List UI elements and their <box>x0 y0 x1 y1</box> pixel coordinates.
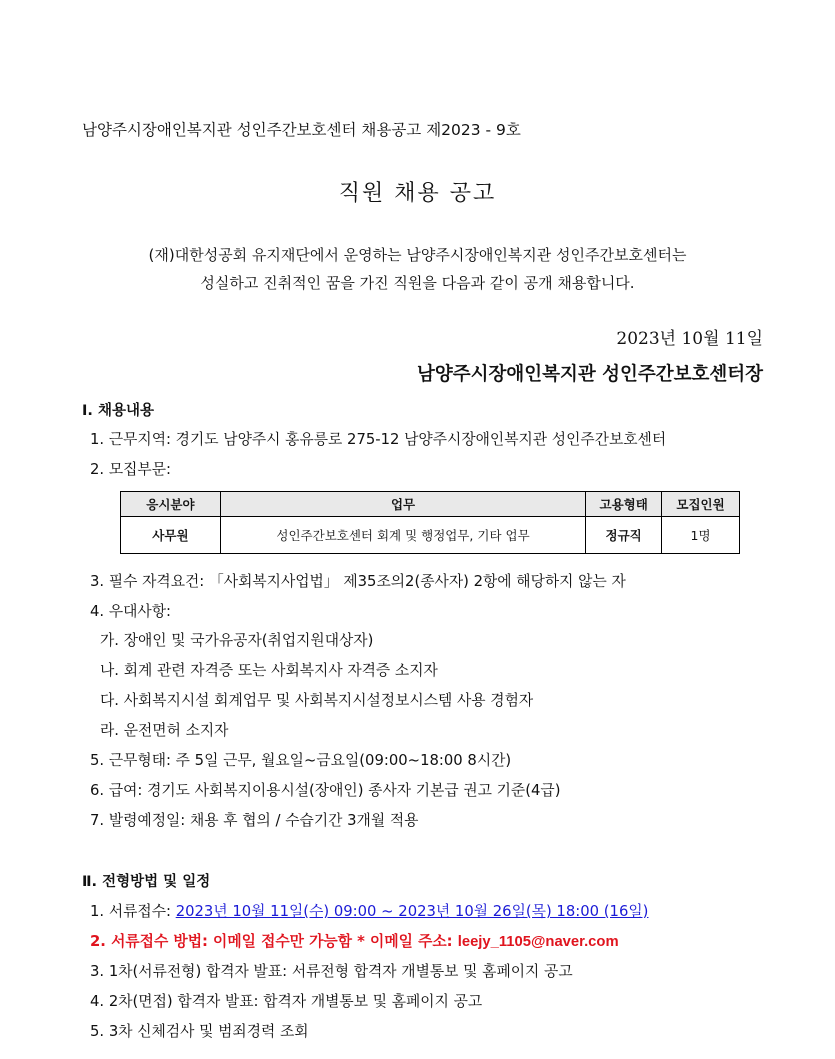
application-method-item <box>90 930 619 951</box>
recruitment-table <box>120 491 740 554</box>
work-schedule-item: 5. 근무형태: 주 5일 근무, 월요일~금요일(09:00~18:00 8시간) <box>90 752 512 769</box>
preference-b: 나. 회계 관련 자격증 또는 사회복지사 자격증 소지자 <box>100 662 438 679</box>
application-method-label: 2. 서류접수 방법: 이메일 접수만 가능함 * 이메일 주소: <box>90 933 458 950</box>
header-headcount: 모집인원 <box>662 492 740 517</box>
notice-date: 2023년 10월 11일 <box>616 329 763 349</box>
header-field: 응시분야 <box>121 492 221 517</box>
table-header-row <box>121 492 740 517</box>
preference-c: 다. 사회복지시설 회계업무 및 사회복지시설정보시스템 사용 경험자 <box>100 692 534 709</box>
recruitment-field-item: 2. 모집부문: <box>90 461 171 478</box>
table-row <box>121 517 740 554</box>
second-round-result-item: 4. 2차(면접) 합격자 발표: 합격자 개별통보 및 홈페이지 공고 <box>90 993 483 1010</box>
page-title: 직원 채용 공고 <box>338 181 497 206</box>
first-round-result-item: 3. 1차(서류전형) 합격자 발표: 서류전형 합격자 개별통보 및 홈페이지 공고 <box>90 963 573 980</box>
required-qualification-item: 3. 필수 자격요건: 「사회복지사업법」 제35조의2(종사자) 2항에 해당하지 않는 자 <box>90 573 626 590</box>
preference-a: 가. 장애인 및 국가유공자(취업지원대상자) <box>100 632 374 649</box>
cell-employment-type: 정규직 <box>586 517 662 554</box>
notice-number-heading: 남양주시장애인복지관 성인주간보호센터 채용공고 제2023 - 9호 <box>82 121 521 139</box>
preference-item: 4. 우대사항: <box>90 603 171 620</box>
work-location-item: 1. 근무지역: 경기도 남양주시 홍유릉로 275-12 남양주시장애인복지관 성인주간보호센터 <box>90 431 667 448</box>
cell-field: 사무원 <box>121 517 221 554</box>
cell-headcount: 1명 <box>662 517 740 554</box>
intro-line-1: (재)대한성공회 유지재단에서 운영하는 남양주시장애인복지관 성인주간보호센터는 <box>148 246 687 264</box>
cell-duty: 성인주간보호센터 회계 및 행정업무, 기타 업무 <box>220 517 585 554</box>
appointment-date-item: 7. 발령예정일: 채용 후 협의 / 수습기간 3개월 적용 <box>90 812 419 829</box>
salary-item: 6. 급여: 경기도 사회복지이용시설(장애인) 종사자 기본급 권고 기준(4급) <box>90 782 561 799</box>
section-1-title: Ⅰ. 채용내용 <box>82 403 154 419</box>
application-period-item <box>90 900 648 921</box>
issuing-organization: 남양주시장애인복지관 성인주간보호센터장 <box>417 364 763 385</box>
email-address-link[interactable]: leejy_1105@naver.com <box>457 934 619 950</box>
header-duty: 업무 <box>220 492 585 517</box>
section-2-title: Ⅱ. 전형방법 및 일정 <box>82 874 211 890</box>
application-period-label: 1. 서류접수: <box>90 903 176 920</box>
third-round-check-item: 5. 3차 신체검사 및 범죄경력 조회 <box>90 1023 309 1040</box>
header-employment-type: 고용형태 <box>586 492 662 517</box>
preference-d: 라. 운전면허 소지자 <box>100 722 229 739</box>
application-period-link[interactable]: 2023년 10월 11일(수) 09:00 ~ 2023년 10월 26일(목) 18:00 (16일) <box>175 903 649 920</box>
intro-line-2: 성실하고 진취적인 꿈을 가진 직원을 다음과 같이 공개 채용합니다. <box>200 274 635 292</box>
